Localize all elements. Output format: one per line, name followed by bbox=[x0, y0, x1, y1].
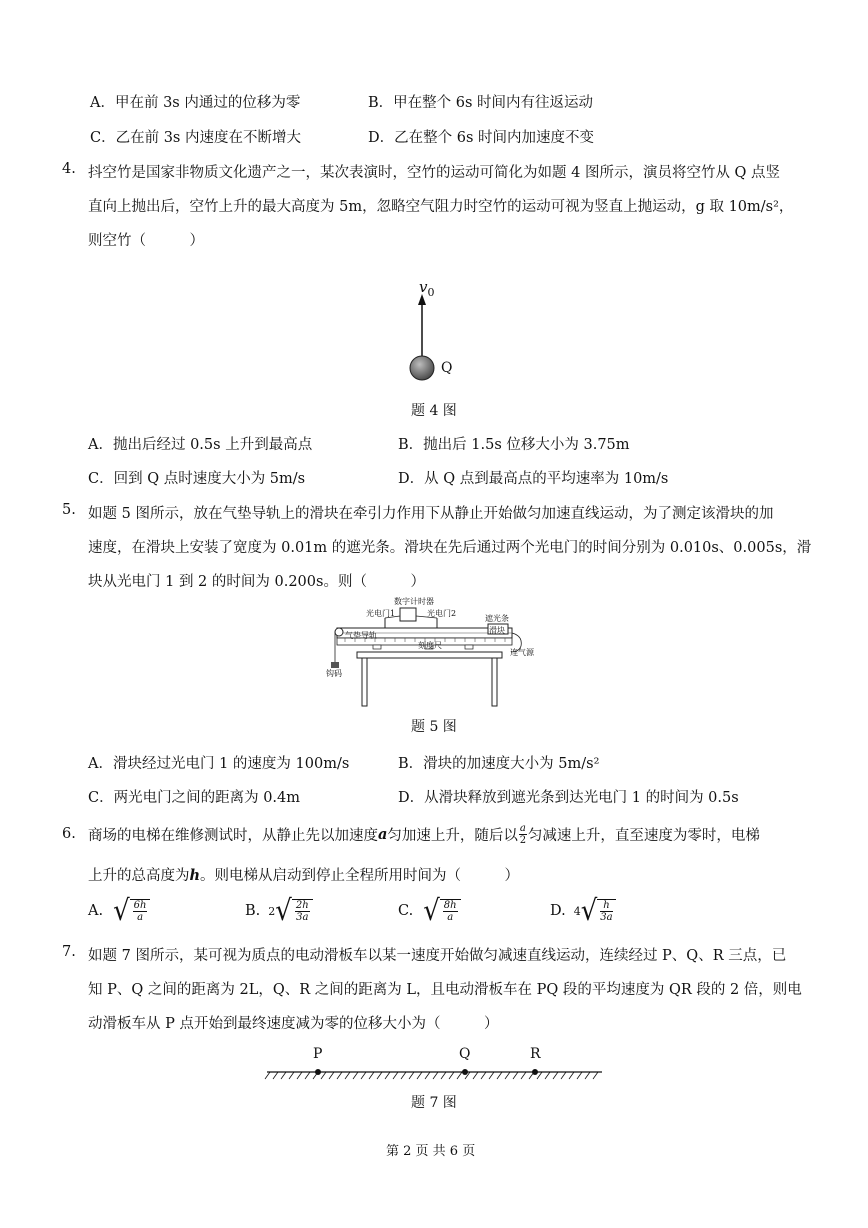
q4-text-line-1: 抖空竹是国家非物质文化遗产之一，某次表演时，空竹的运动可简化为如题 4 图所示，演员将空竹从 Q 点竖 bbox=[88, 165, 781, 181]
label-air-source: 连气源 bbox=[510, 648, 534, 657]
kongzhu-ball bbox=[410, 356, 434, 380]
table-top bbox=[357, 652, 502, 658]
q4-figure bbox=[395, 272, 475, 387]
var-h: h bbox=[189, 867, 201, 884]
q6-text-line-2: 上升的总高度为h。则电梯从启动到停止全程所用时间为（ ） bbox=[88, 867, 520, 884]
q5-option-a: A．滑块经过光电门 1 的速度为 100m/s bbox=[88, 756, 350, 772]
point-r-label: R bbox=[530, 1046, 541, 1062]
q7-text-line-2: 知 P、Q 之间的距离为 2L，Q、R 之间的距离为 L，且电动滑板车在 PQ 段的平均速度为 QR 段的 2 倍，则电 bbox=[88, 982, 802, 998]
q5-text-line-1: 如题 5 图所示，放在气垫导轨上的滑块在牵引力作用下从静止开始做匀加速直线运动，为了测定该滑块的加 bbox=[88, 506, 774, 522]
label-gate2: 光电门2 bbox=[427, 609, 457, 618]
table-leg-left bbox=[362, 658, 367, 706]
label-shade: 遮光条 bbox=[485, 614, 509, 623]
q7-track-figure bbox=[262, 1062, 607, 1084]
q5-figure-caption: 题 5 图 bbox=[411, 719, 457, 735]
label-scale: 刻度尺 bbox=[418, 641, 442, 650]
point-q-label: Q bbox=[459, 1046, 471, 1062]
q4-figure-caption: 题 4 图 bbox=[411, 403, 457, 419]
q4-option-b: B．抛出后 1.5s 位移大小为 3.75m bbox=[398, 437, 630, 453]
q6-option-d: D. 4 √ $\frac{h}{3a}$ bbox=[550, 898, 616, 924]
q5-number: 5. bbox=[62, 502, 76, 518]
q5-text-line-3: 块从光电门 1 到 2 的时间为 0.200s。则（ ） bbox=[88, 574, 425, 590]
point-q-dot bbox=[462, 1069, 468, 1075]
q4-point-q-label: Q bbox=[441, 360, 453, 376]
q7-text-line-3: 动滑板车从 P 点开始到最终速度减为零的位移大小为（ ） bbox=[88, 1016, 499, 1032]
q4-number: 4. bbox=[62, 161, 76, 177]
q7-text-line-1: 如题 7 图所示，某可视为质点的电动滑板车以某一速度开始做匀减速直线运动，连续经过 P、Q、R 三点，已 bbox=[88, 948, 787, 964]
digital-timer-box bbox=[400, 608, 416, 621]
table-leg-right bbox=[492, 658, 497, 706]
fraction-a-over-2: $\frac{a}{2}$ bbox=[519, 822, 527, 846]
point-r-dot bbox=[532, 1069, 538, 1075]
q3-option-c: C．乙在前 3s 内速度在不断增大 bbox=[90, 130, 301, 146]
q6-option-b: B. 2 √ $\frac{2h}{3a}$ bbox=[245, 898, 313, 924]
label-timer: 数字计时器 bbox=[394, 597, 434, 606]
q5-option-b: B．滑块的加速度大小为 5m/s² bbox=[398, 756, 600, 772]
label-rail: 气垫导轨 bbox=[345, 631, 377, 640]
q5-option-c: C．两光电门之间的距离为 0.4m bbox=[88, 790, 301, 806]
q5-option-d: D．从滑块释放到遮光条到达光电门 1 的时间为 0.5s bbox=[398, 790, 739, 806]
q3-option-a: A．甲在前 3s 内通过的位移为零 bbox=[90, 95, 301, 111]
q3-option-b: B．甲在整个 6s 时间内有往返运动 bbox=[368, 95, 594, 111]
pulley bbox=[335, 628, 343, 636]
q7-figure-caption: 题 7 图 bbox=[411, 1095, 457, 1111]
label-weight: 钩码 bbox=[326, 669, 342, 678]
q6-option-c: C. √ $\frac{8h}{a}$ bbox=[398, 898, 461, 924]
v0-label: $v_0$ bbox=[419, 278, 435, 299]
page-footer: 第 2 页 共 6 页 bbox=[386, 1144, 476, 1159]
q3-option-d: D．乙在整个 6s 时间内加速度不变 bbox=[368, 130, 595, 146]
ground-hatching bbox=[265, 1072, 598, 1079]
q6-option-a: A. √ $\frac{6h}{a}$ bbox=[88, 898, 150, 924]
point-p-dot bbox=[315, 1069, 321, 1075]
q4-option-d: D．从 Q 点到最高点的平均速率为 10m/s bbox=[398, 471, 669, 487]
q4-text-line-2: 直向上抛出后，空竹上升的最大高度为 5m，忽略空气阻力时空竹的运动可视为竖直上抛运动，g 取 10m/s²， bbox=[88, 199, 794, 215]
label-slider: 滑块 bbox=[489, 626, 505, 635]
var-a: a bbox=[378, 825, 388, 843]
q6-number: 6. bbox=[62, 826, 76, 842]
q5-text-line-2: 速度，在滑块上安装了宽度为 0.01m 的遮光条。滑块在先后通过两个光电门的时间分别为 0.010s、0.005s，滑 bbox=[88, 540, 812, 556]
point-p-label: P bbox=[313, 1046, 323, 1062]
q4-option-c: C．回到 Q 点时速度大小为 5m/s bbox=[88, 471, 306, 487]
q4-option-a: A．抛出后经过 0.5s 上升到最高点 bbox=[88, 437, 313, 453]
q6-text-line-1: 商场的电梯在维修测试时，从静止先以加速度 a 匀加速上升，随后以 $\frac{a}{2}$ 匀减速上升，直至速度为零时，电梯 bbox=[88, 822, 760, 846]
q7-number: 7. bbox=[62, 944, 76, 960]
q4-text-line-3: 则空竹（ ） bbox=[88, 233, 204, 249]
label-gate1: 光电门1 bbox=[366, 609, 396, 618]
